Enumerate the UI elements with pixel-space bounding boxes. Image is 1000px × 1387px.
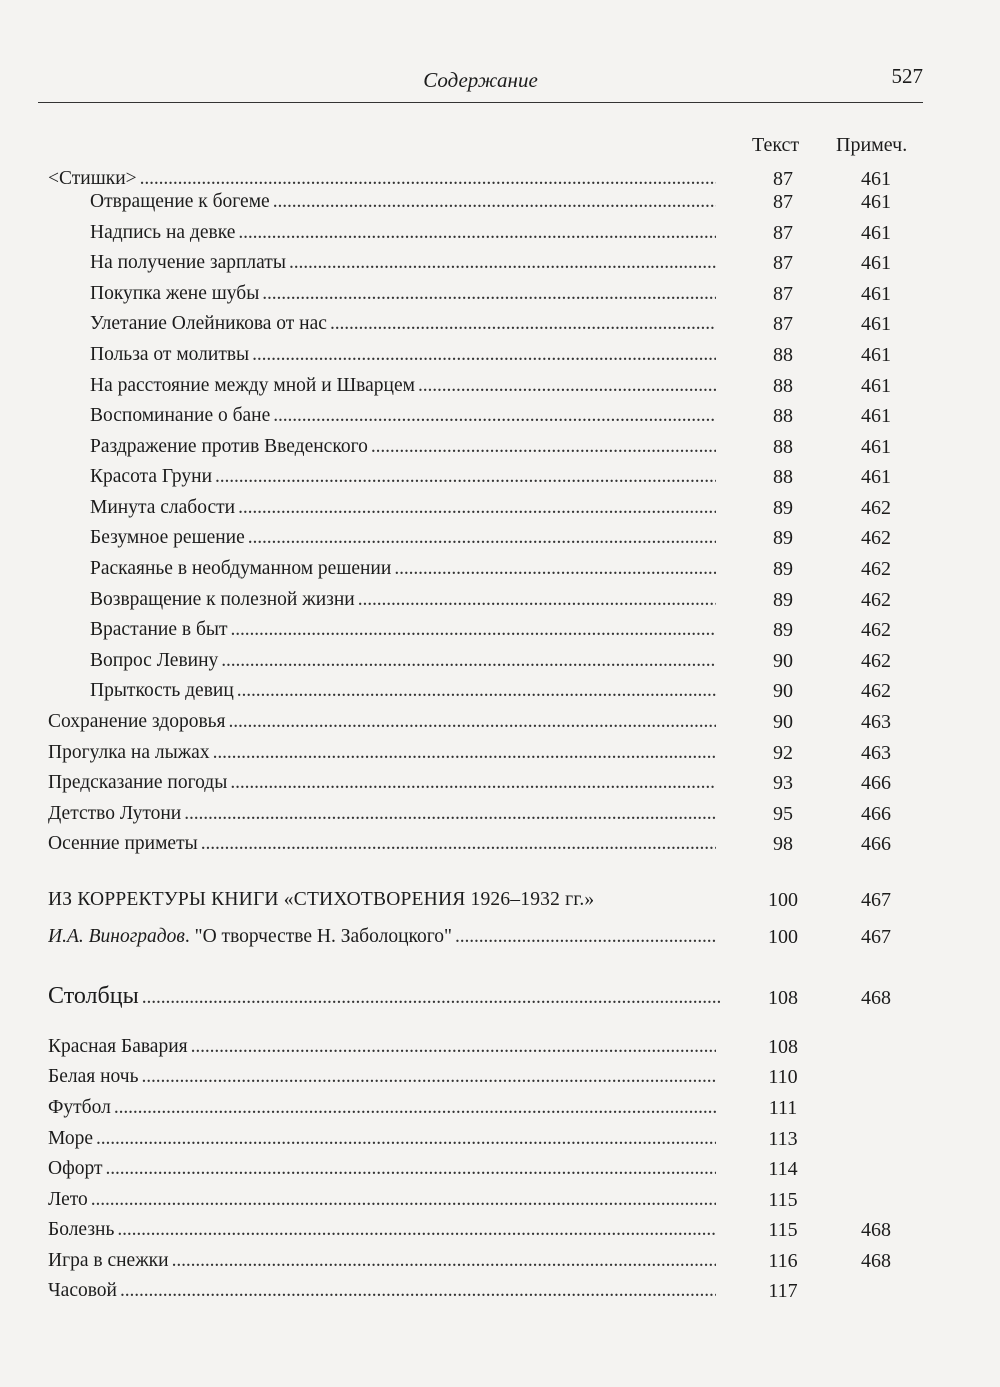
entry-text-page: 108: [768, 1036, 798, 1058]
page-header: [38, 62, 923, 103]
entry-title: Прогулка на лыжах: [48, 742, 210, 763]
leader-dots: [229, 711, 716, 733]
entry-title: Раздражение против Введенского: [90, 436, 368, 457]
toc-entry[interactable]: [0, 466, 1000, 496]
toc-entry[interactable]: [0, 589, 1000, 619]
entry-title: Осенние приметы: [48, 833, 198, 854]
entry-text-page: 93: [773, 772, 793, 794]
entry-title: Раскаянье в необдуманном решении: [90, 558, 392, 579]
toc-entry[interactable]: [0, 497, 1000, 527]
toc-entry[interactable]: [0, 405, 1000, 435]
entry-title: Часовой: [48, 1280, 117, 1301]
entry-note-page: 462: [861, 619, 891, 641]
toc-entry[interactable]: [0, 222, 1000, 252]
toc-entry[interactable]: [0, 803, 1000, 833]
leader-dots: [117, 1219, 716, 1241]
entry-text-page: 98: [773, 833, 793, 855]
leader-dots: [191, 1036, 716, 1058]
toc-entry[interactable]: [0, 1158, 1000, 1188]
entry-title: Офорт: [48, 1158, 103, 1179]
entry-title: Белая ночь: [48, 1066, 139, 1087]
entry-title: Покупка жене шубы: [90, 283, 260, 304]
leader-dots: [142, 987, 720, 1009]
entry-note-page: 466: [861, 803, 891, 825]
entry-text-page: 100: [768, 926, 798, 948]
entry-note-page: 461: [861, 191, 891, 213]
entry-note-page: 468: [861, 987, 891, 1009]
entry-text-page: 90: [773, 680, 793, 702]
page-number: 527: [891, 64, 923, 88]
entry-note-page: 461: [861, 344, 891, 366]
entry-title: Отвращение к богеме: [90, 191, 270, 212]
entry-title: . "О творчестве Н. Заболоцкого": [184, 926, 452, 947]
entry-note-page: 462: [861, 650, 891, 672]
entry-note-page: 461: [861, 405, 891, 427]
entry-note-page: 468: [861, 1250, 891, 1272]
entry-note-page: 461: [861, 313, 891, 335]
entry-text-page: 89: [773, 589, 793, 611]
toc-entry[interactable]: [0, 1036, 1000, 1066]
leader-dots: [262, 283, 716, 305]
toc-entry[interactable]: [0, 926, 1000, 956]
leader-dots: [105, 1158, 716, 1180]
leader-dots: [238, 497, 716, 519]
leader-dots: [252, 344, 716, 366]
entry-text-page: 90: [773, 650, 793, 672]
entry-text-page: 110: [768, 1066, 798, 1088]
entry-text-page: 117: [768, 1280, 798, 1302]
toc-entry[interactable]: [0, 772, 1000, 802]
leader-dots: [215, 466, 716, 488]
entry-text-page: 89: [773, 558, 793, 580]
entry-title: Столбцы: [48, 983, 139, 1009]
entry-text-page: 111: [768, 1097, 798, 1119]
leader-dots: [238, 222, 716, 244]
entry-note-page: 461: [861, 222, 891, 244]
entry-title: Безумное решение: [90, 527, 245, 548]
entry-note-page: 461: [861, 168, 891, 190]
leader-dots: [201, 833, 716, 855]
toc-entry[interactable]: [0, 1250, 1000, 1280]
entry-note-page: 461: [861, 375, 891, 397]
leader-dots: [455, 926, 716, 948]
entry-note-page: 463: [861, 742, 891, 764]
leader-dots: [418, 375, 716, 397]
entry-text-page: 95: [773, 803, 793, 825]
toc-entry[interactable]: [0, 680, 1000, 710]
toc-entry[interactable]: [0, 283, 1000, 313]
entry-title: Врастание в быт: [90, 619, 228, 640]
toc-entry[interactable]: [0, 375, 1000, 405]
entry-text-page: 89: [773, 619, 793, 641]
entry-note-page: 462: [861, 527, 891, 549]
entry-title: Море: [48, 1128, 94, 1149]
toc-entry[interactable]: [0, 742, 1000, 772]
entry-title: ИЗ КОРРЕКТУРЫ КНИГИ «СТИХОТВОРЕНИЯ 1926–1932 гг.»: [48, 889, 595, 910]
entry-note-page: 466: [861, 833, 891, 855]
column-header-notes: Примеч.: [836, 134, 908, 156]
entry-text-page: 116: [768, 1250, 798, 1272]
leader-dots: [248, 527, 716, 549]
leader-dots: [120, 1280, 716, 1302]
entry-note-page: 461: [861, 466, 891, 488]
leader-dots: [140, 168, 716, 190]
toc-section-entry[interactable]: [0, 983, 1000, 1017]
entry-title: Вопрос Левину: [90, 650, 219, 671]
toc-entry[interactable]: [0, 527, 1000, 557]
entry-text-page: 113: [768, 1128, 798, 1150]
leader-dots: [358, 589, 716, 611]
leader-dots: [273, 405, 716, 427]
running-title: Содержание: [423, 68, 538, 92]
toc-entry[interactable]: [0, 558, 1000, 588]
toc-entry[interactable]: [0, 436, 1000, 466]
entry-title: Надпись на девке: [90, 222, 236, 243]
leader-dots: [273, 191, 716, 213]
entry-title: Лето: [48, 1189, 88, 1210]
entry-title: Воспоминание о бане: [90, 405, 271, 426]
entry-note-page: 461: [861, 252, 891, 274]
entry-text-page: 87: [773, 252, 793, 274]
leader-dots: [237, 680, 716, 702]
entry-note-page: 463: [861, 711, 891, 733]
entry-note-page: 462: [861, 558, 891, 580]
entry-note-page: 461: [861, 283, 891, 305]
entry-title: Улетание Олейникова от нас: [90, 313, 327, 334]
toc-entry[interactable]: [0, 1128, 1000, 1158]
entry-note-page: 467: [861, 889, 891, 911]
leader-dots: [91, 1189, 716, 1211]
entry-text-page: 88: [773, 466, 793, 488]
entry-note-page: 467: [861, 926, 891, 948]
entry-text-page: 87: [773, 283, 793, 305]
leader-dots: [371, 436, 716, 458]
entry-text-page: 87: [773, 313, 793, 335]
leader-dots: [231, 619, 716, 641]
leader-dots: [289, 252, 716, 274]
entry-note-page: 462: [861, 680, 891, 702]
toc-entry[interactable]: [0, 344, 1000, 374]
entry-text-page: 114: [768, 1158, 798, 1180]
entry-note-page: 461: [861, 436, 891, 458]
entry-title: Польза от молитвы: [90, 344, 250, 365]
entry-title: <Стишки>: [48, 168, 137, 189]
entry-note-page: 468: [861, 1219, 891, 1241]
entry-text-page: 89: [773, 527, 793, 549]
toc-entry[interactable]: [0, 711, 1000, 741]
entry-text-page: 88: [773, 405, 793, 427]
entry-title: Возвращение к полезной жизни: [90, 589, 355, 610]
entry-title: Детство Лутони: [48, 803, 182, 824]
toc-entry[interactable]: [0, 1189, 1000, 1219]
entry-text-page: 90: [773, 711, 793, 733]
entry-title: Болезнь: [48, 1219, 115, 1240]
leader-dots: [213, 742, 716, 764]
toc-section-entry[interactable]: [0, 889, 1000, 919]
leader-dots: [184, 803, 716, 825]
leader-dots: [114, 1097, 716, 1119]
leader-dots: [230, 772, 716, 794]
toc-entry[interactable]: [0, 191, 1000, 221]
entry-text-page: 88: [773, 344, 793, 366]
entry-title: Красная Бавария: [48, 1036, 188, 1057]
entry-text-page: 88: [773, 375, 793, 397]
toc-entry[interactable]: [0, 650, 1000, 680]
leader-dots: [96, 1128, 716, 1150]
toc-entry[interactable]: [0, 252, 1000, 282]
toc-entry[interactable]: [0, 619, 1000, 649]
entry-text-page: 115: [768, 1219, 798, 1241]
entry-text-page: 89: [773, 497, 793, 519]
entry-title: Прыткость девиц: [90, 680, 234, 701]
toc-entry[interactable]: [0, 1280, 1000, 1310]
entry-title: Футбол: [48, 1097, 111, 1118]
entry-text-page: 87: [773, 222, 793, 244]
leader-dots: [330, 313, 716, 335]
toc-entry[interactable]: [0, 313, 1000, 343]
entry-author: И.А. Виноградов: [48, 926, 185, 947]
entry-text-page: 87: [773, 191, 793, 213]
leader-dots: [141, 1066, 716, 1088]
entry-text-page: 115: [768, 1189, 798, 1211]
entry-text-page: 92: [773, 742, 793, 764]
toc-entry[interactable]: [0, 1219, 1000, 1249]
toc-entry[interactable]: [0, 1097, 1000, 1127]
leader-dots: [172, 1250, 716, 1272]
column-header-text: Текст: [752, 134, 800, 156]
entry-text-page: 108: [768, 987, 798, 1009]
entry-text-page: 100: [768, 889, 798, 911]
leader-dots: [221, 650, 716, 672]
entry-title: Предсказание погоды: [48, 772, 228, 793]
entry-note-page: 466: [861, 772, 891, 794]
toc-entry[interactable]: [0, 833, 1000, 863]
entry-title: Игра в снежки: [48, 1250, 169, 1271]
entry-note-page: 462: [861, 497, 891, 519]
toc-entry[interactable]: [0, 1066, 1000, 1096]
entry-text-page: 88: [773, 436, 793, 458]
entry-title: Сохранение здоровья: [48, 711, 226, 732]
entry-title: Минута слабости: [90, 497, 236, 518]
entry-title: Красота Груни: [90, 466, 213, 487]
leader-dots: [394, 558, 716, 580]
entry-text-page: 87: [773, 168, 793, 190]
entry-note-page: 462: [861, 589, 891, 611]
entry-title: На получение зарплаты: [90, 252, 286, 273]
entry-title: На расстояние между мной и Шварцем: [90, 375, 415, 396]
